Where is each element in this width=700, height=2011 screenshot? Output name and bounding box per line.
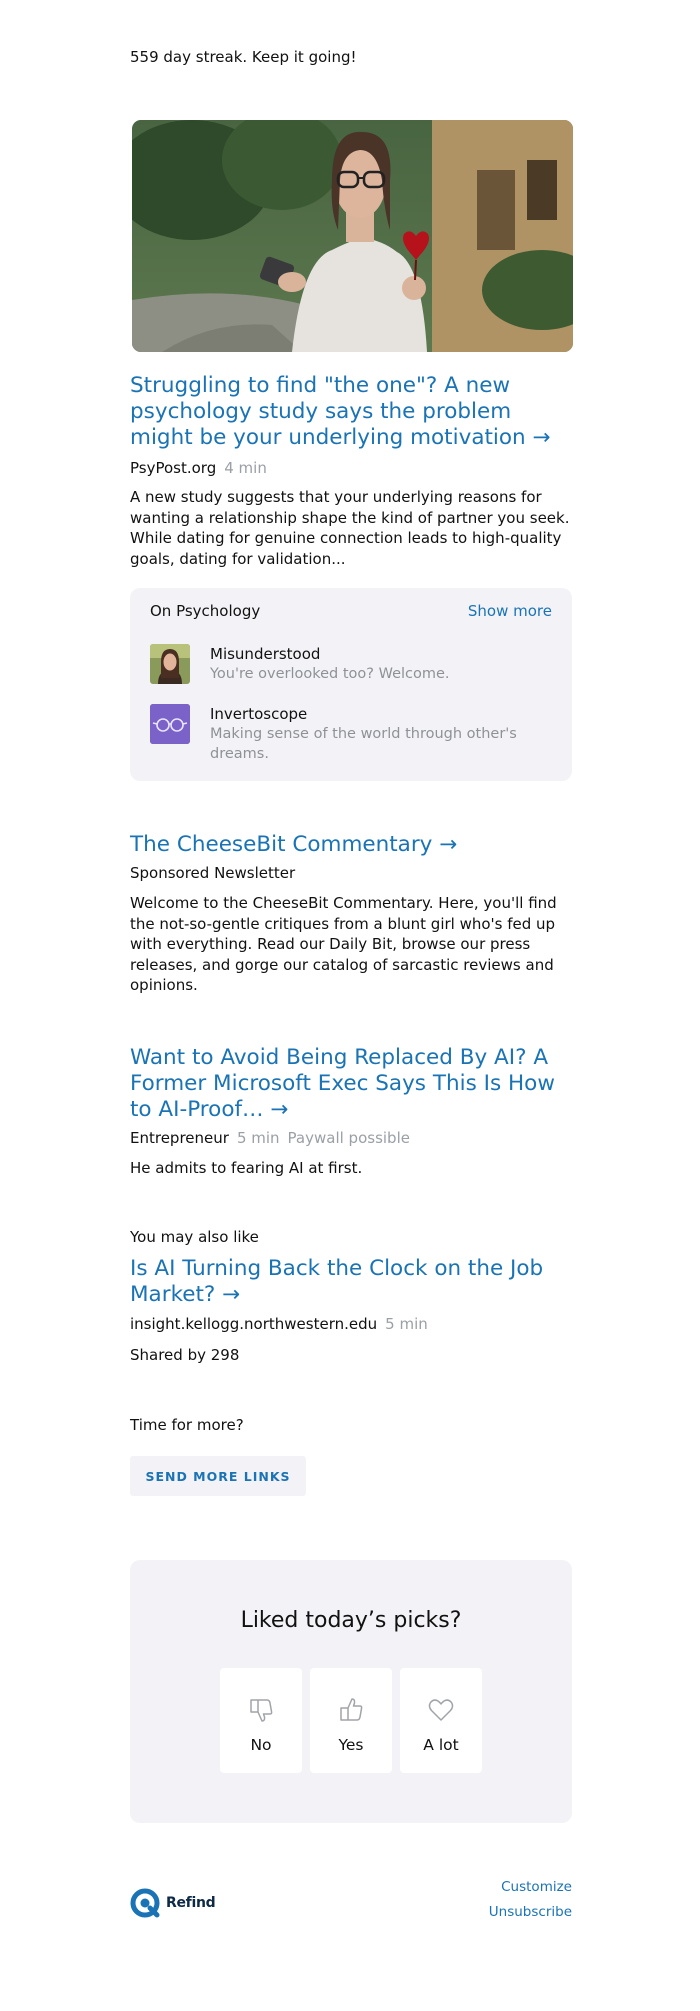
thumbs-up-icon — [337, 1696, 365, 1724]
thumbs-down-icon — [247, 1696, 275, 1724]
feedback-panel — [130, 1560, 572, 1823]
streak-text: 559 day streak. Keep it going! — [130, 48, 357, 66]
topic-heading: On Psychology — [150, 602, 261, 620]
unsubscribe-link[interactable]: Unsubscribe — [488, 1904, 572, 1920]
show-more-link[interactable]: Show more — [467, 602, 552, 620]
also-like-heading: You may also like — [130, 1228, 259, 1246]
feedback-question: Liked today’s picks? — [240, 1608, 462, 1633]
brand-name: Refind — [166, 1895, 216, 1911]
sponsored-label: Sponsored Newsletter — [130, 864, 296, 882]
article-title-link[interactable]: Is AI Turning Back the Clock on the Job Market? → — [130, 1256, 544, 1307]
sponsored-title-link[interactable]: The CheeseBit Commentary → — [130, 832, 458, 857]
portrait-avatar — [150, 644, 190, 684]
shared-count: Shared by 298 — [130, 1346, 240, 1364]
customize-link[interactable]: Customize — [501, 1879, 572, 1895]
source-item-misunderstood[interactable] — [150, 644, 560, 689]
source-description: Making sense of the world through other's dreams. — [210, 726, 517, 762]
article-read-time: 5 min — [385, 1315, 428, 1333]
article-meta — [130, 1128, 410, 1148]
source-name: Invertoscope — [210, 705, 308, 723]
article-hero-image[interactable] — [132, 120, 573, 352]
glasses-icon — [150, 704, 190, 744]
heart-icon — [427, 1696, 455, 1724]
article-meta — [130, 1314, 428, 1334]
send-more-links-button[interactable]: SEND MORE LINKS — [130, 1456, 306, 1496]
article-source[interactable]: Entrepreneur — [130, 1129, 229, 1147]
sponsored-body: Welcome to the CheeseBit Commentary. Here, you'll find the not-so-gentle critiques from a blunt girl who's fed up with everything. Read our Daily Bit, browse our press releases, and gorge our catalog of sarcastic reviews and opinions. — [130, 894, 557, 994]
vote-label: A lot — [423, 1736, 459, 1754]
vote-label: Yes — [338, 1736, 364, 1754]
more-prompt: Time for more? — [130, 1416, 244, 1434]
article-summary: A new study suggests that your underlying reasons for wanting a relationship shape the kind of partner you seek. While dating for genuine connection leads to high-quality goals, dating for validation... — [130, 488, 570, 568]
refind-logo-icon — [130, 1888, 160, 1918]
article-read-time: 5 min — [236, 1129, 280, 1147]
article-source[interactable]: insight.kellogg.northwestern.edu — [130, 1315, 378, 1333]
vote-a-lot-button[interactable] — [400, 1668, 482, 1773]
source-item-invertoscope[interactable] — [150, 704, 560, 766]
article-read-time: 4 min — [224, 459, 267, 477]
vote-label: No — [250, 1736, 272, 1754]
source-description: You're overlooked too? Welcome. — [210, 666, 450, 682]
article-meta — [130, 458, 267, 478]
article-title-link[interactable]: Want to Avoid Being Replaced By AI? A Former Microsoft Exec Says This Is How to AI-Proof… → — [130, 1045, 555, 1122]
topic-sources-panel — [130, 588, 572, 781]
article-source[interactable]: PsyPost.org — [130, 459, 217, 477]
article-summary: He admits to fearing AI at first. — [130, 1159, 363, 1177]
source-name: Misunderstood — [210, 645, 321, 663]
paywall-badge: Paywall possible — [287, 1129, 410, 1147]
refind-logo[interactable] — [130, 1887, 215, 1919]
vote-yes-button[interactable] — [310, 1668, 392, 1773]
vote-no-button[interactable] — [220, 1668, 302, 1773]
article-title-link[interactable]: Struggling to find "the one"? A new psychology study says the problem might be your underlying motivation → — [130, 373, 551, 450]
